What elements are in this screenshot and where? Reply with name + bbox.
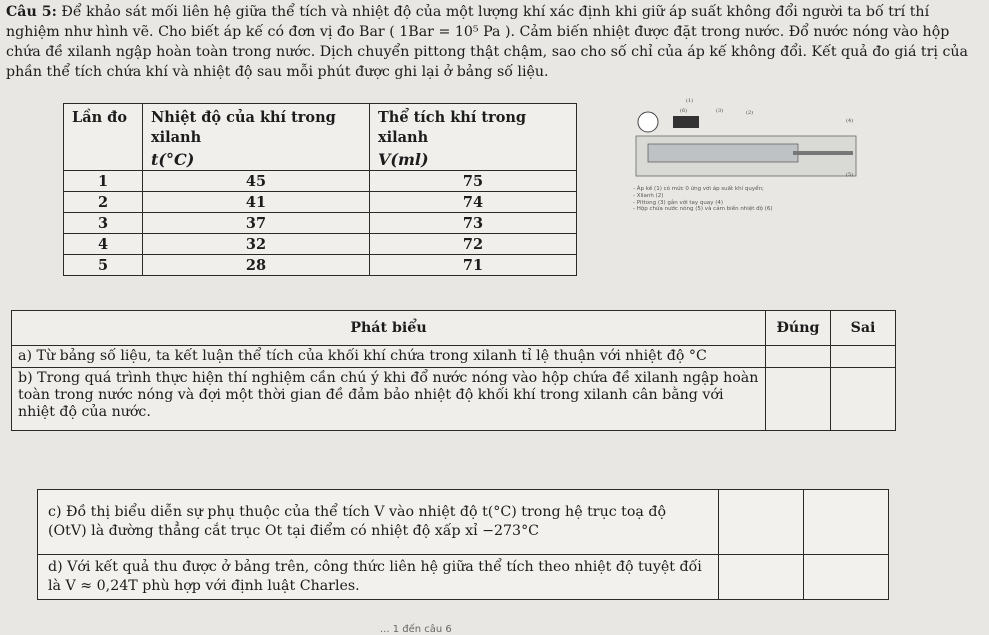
- label-4: (4): [846, 118, 854, 124]
- table-cell: 74: [370, 192, 577, 213]
- cylinder: [648, 144, 798, 162]
- table-cell: 28: [143, 255, 370, 276]
- statement-b: b) Trong quá trình thực hiện thí nghiệm cần chú ý khi đổ nước nóng vào hộp chứa đề xilanh ngập hoàn toàn trong nước nóng và đợi một thời gian đề đảm bảo nhiệt độ khối khí trong xilanh cân bằng với nhiệt độ của nước.: [12, 368, 766, 431]
- diagram-legend: [633, 186, 773, 213]
- table-row: [64, 255, 577, 276]
- label-2: (2): [746, 110, 754, 116]
- statement-c: c) Đồ thị biểu diễn sự phụ thuộc của thể tích V vào nhiệt độ t(°C) trong hệ trục toạ độ (OtV) là đường thẳng cắt trục Ot tại điểm có nhiệt độ xấp xỉ −273°C: [38, 490, 719, 555]
- answer-true-d[interactable]: [719, 555, 804, 600]
- table-row: [64, 234, 577, 255]
- statement-a: a) Từ bảng số liệu, ta kết luận thể tích của khối khí chứa trong xilanh tỉ lệ thuận với nhiệt độ °C: [12, 346, 766, 368]
- header-false: Sai: [831, 311, 896, 346]
- table-cell: 41: [143, 192, 370, 213]
- piston-rod: [793, 151, 853, 155]
- legend-line: - Xilanh (2): [633, 192, 664, 199]
- legend-line: - Hộp chứa nước nóng (5) và cảm biến nhiệt độ (6): [633, 206, 773, 213]
- answer-true-b[interactable]: [766, 368, 831, 431]
- answer-false-d[interactable]: [804, 555, 889, 600]
- table-cell: 37: [143, 213, 370, 234]
- legend-line: - Pittong (3) gắn với tay quay (4): [633, 199, 724, 206]
- label-3: (3): [716, 108, 724, 114]
- table-cell: 32: [143, 234, 370, 255]
- table-cell: 72: [370, 234, 577, 255]
- statement-row-b: [12, 368, 896, 431]
- data-table: [63, 103, 577, 276]
- header-true: Đúng: [766, 311, 831, 346]
- label-6: (6): [680, 108, 688, 114]
- table-cell: 71: [370, 255, 577, 276]
- statements-table-continued: [37, 489, 889, 600]
- question-body: Để khảo sát mối liên hệ giữa thể tích và nhiệt độ của một lượng khí xác định khi giữ áp suất không đổi người ta bố trí thí nghiệm như hình vẽ. Cho biết áp kế có đơn vị đo Bar ( 1Bar = 10⁵ Pa ). Cảm biến nhiệt được đặt trong nước. Đổ nước nóng vào hộp chứa đề xilanh ngập hoàn toàn trong nước. Dịch chuyển pittong thật chậm, sao cho số chỉ của áp kế không đổi. Kết quả đo giá trị của phần thể tích chứa khí và nhiệt độ sau mỗi phút được ghi lại ở bảng số liệu.: [6, 4, 969, 80]
- table-cell: 1: [64, 171, 143, 192]
- label-1: (1): [686, 98, 694, 104]
- question-label: Câu 5:: [6, 4, 57, 20]
- table-cell: 2: [64, 192, 143, 213]
- table-cell: 75: [370, 171, 577, 192]
- footer-text: ... 1 đến câu 6: [380, 624, 452, 635]
- table-cell: 4: [64, 234, 143, 255]
- statement-d: d) Với kết quả thu được ở bảng trên, công thức liên hệ giữa thể tích theo nhiệt độ tuyệt đối là V ≈ 0,24T phù hợp với định luật Charles.: [38, 555, 719, 600]
- table-row: [64, 171, 577, 192]
- answer-true-c[interactable]: [719, 490, 804, 555]
- table-header-row: [64, 104, 577, 171]
- table-row: [64, 192, 577, 213]
- table-cell: 3: [64, 213, 143, 234]
- statements-table: [11, 310, 896, 431]
- label-5: (5): [846, 172, 854, 178]
- table-cell: 5: [64, 255, 143, 276]
- gauge-icon: [638, 112, 658, 132]
- table-header-cell: Thể tích khí trong xilanh V(ml): [370, 104, 577, 171]
- answer-true-a[interactable]: [766, 346, 831, 368]
- answer-false-c[interactable]: [804, 490, 889, 555]
- legend-line: - Áp kế (1) có mức 0 ứng với áp suất khí quyển;: [633, 186, 764, 192]
- table-cell: 45: [143, 171, 370, 192]
- table-header-cell: Nhiệt độ của khí trong xilanh t(°C): [143, 104, 370, 171]
- statement-row-d: [38, 555, 889, 600]
- answer-false-a[interactable]: [831, 346, 896, 368]
- table-row: [64, 213, 577, 234]
- statement-row-a: [12, 346, 896, 368]
- table-cell: 73: [370, 213, 577, 234]
- header-statement: Phát biểu: [12, 311, 766, 346]
- answer-false-b[interactable]: [831, 368, 896, 431]
- sensor-display: [673, 116, 699, 128]
- statement-row-c: [38, 490, 889, 555]
- statements-header-row: [12, 311, 896, 346]
- table-header-cell: Lần đo: [64, 104, 143, 171]
- question-text: [6, 2, 981, 82]
